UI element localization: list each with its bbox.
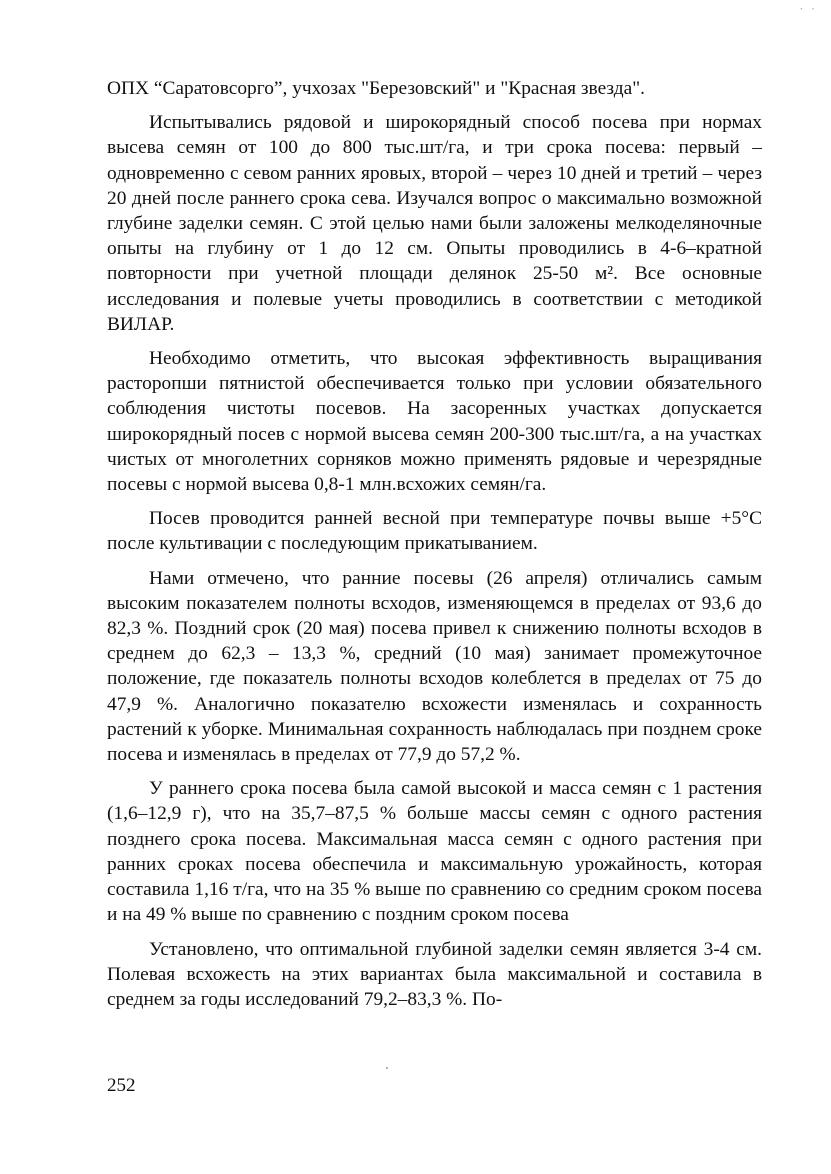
paragraph-sowing-time: Посев проводится ранней весной при температуре почвы выше +5°С после культивации с последующим прикатыванием.	[107, 508, 762, 555]
paragraph-seed-mass-results: У раннего срока посева была самой высокой и масса семян с 1 растения (1,6–12,9 г), что на 35,7–87,5 % больше массы семян с одного растения позднего срока посева. Максимальная масса семян с одного растения при ранних сроках посева обеспечила и максимальную урожайность, которая составила 1,16 т/га, что на 35 % выше по сравнению со средним сроком посева и на 49 % выше по сравнению с поздним сроком посева	[107, 778, 762, 926]
paragraph-emergence-results: Нами отмечено, что ранние посевы (26 апреля) отличались самым высоким показателем полноты всходов, изменяющемся в пределах от 93,6 до 82,3 %. Поздний срок (20 мая) посева привел к снижению полноты всходов в среднем до 62,3 – 13,3 %, средний (10 мая) занимает промежуточное положение, где показатель полноты всходов колеблется в пределах от 75 до 47,9 %. Аналогично показателю всхожести изменялась и сохранность растений к уборке. Минимальная сохранность наблюдалась при позднем сроке посева и изменялась в пределах от 77,9 до 57,2 %.	[107, 567, 762, 766]
scan-speck	[386, 1067, 388, 1069]
page-body	[107, 76, 762, 1012]
page-number: 252	[107, 1075, 136, 1096]
paragraph-seeding-depth: Установлено, что оптимальной глубиной заделки семян является 3-4 см. Полевая всхожесть на этих вариантах была максимальной и составила в среднем за годы исследований 79,2–83,3 %. По-	[107, 938, 762, 1010]
paragraph-methods: Испытывались рядовой и широкорядный способ посева при нормах высева семян от 100 до 800 тыс.шт/га, и три срока посева: первый – одновременно с севом ранних яровых, второй – через 10 дней и третий – через 20 дней после раннего срока сева. Изучался вопрос о максимально возможной глубине заделки семян. С этой целью нами были заложены мелкоделяночные опыты на глубину от 1 до 12 см. Опыты проводились в 4-6–кратной повторности при учетной площади делянок 25-50 м². Все основные исследования и полевые учеты проводились в соответствии с методикой ВИЛАР.	[107, 112, 762, 335]
paragraph-weed-control: Необходимо отметить, что высокая эффективность выращивания расторопши пятнистой обеспечивается только при условии обязательного соблюдения чистоты посевов. На засоренных участках допускается широкорядный посев с нормой высева семян 200-300 тыс.шт/га, а на участках чистых от многолетних сорняков можно применять рядовые и черезрядные посевы с нормой высева 0,8-1 млн.всхожих семян/га.	[107, 348, 762, 496]
scan-corner-mark: · ·	[799, 2, 817, 16]
paragraph-continuation: ОПХ “Саратовсорго”, учхозах "Березовский" и "Красная звезда".	[107, 78, 645, 99]
